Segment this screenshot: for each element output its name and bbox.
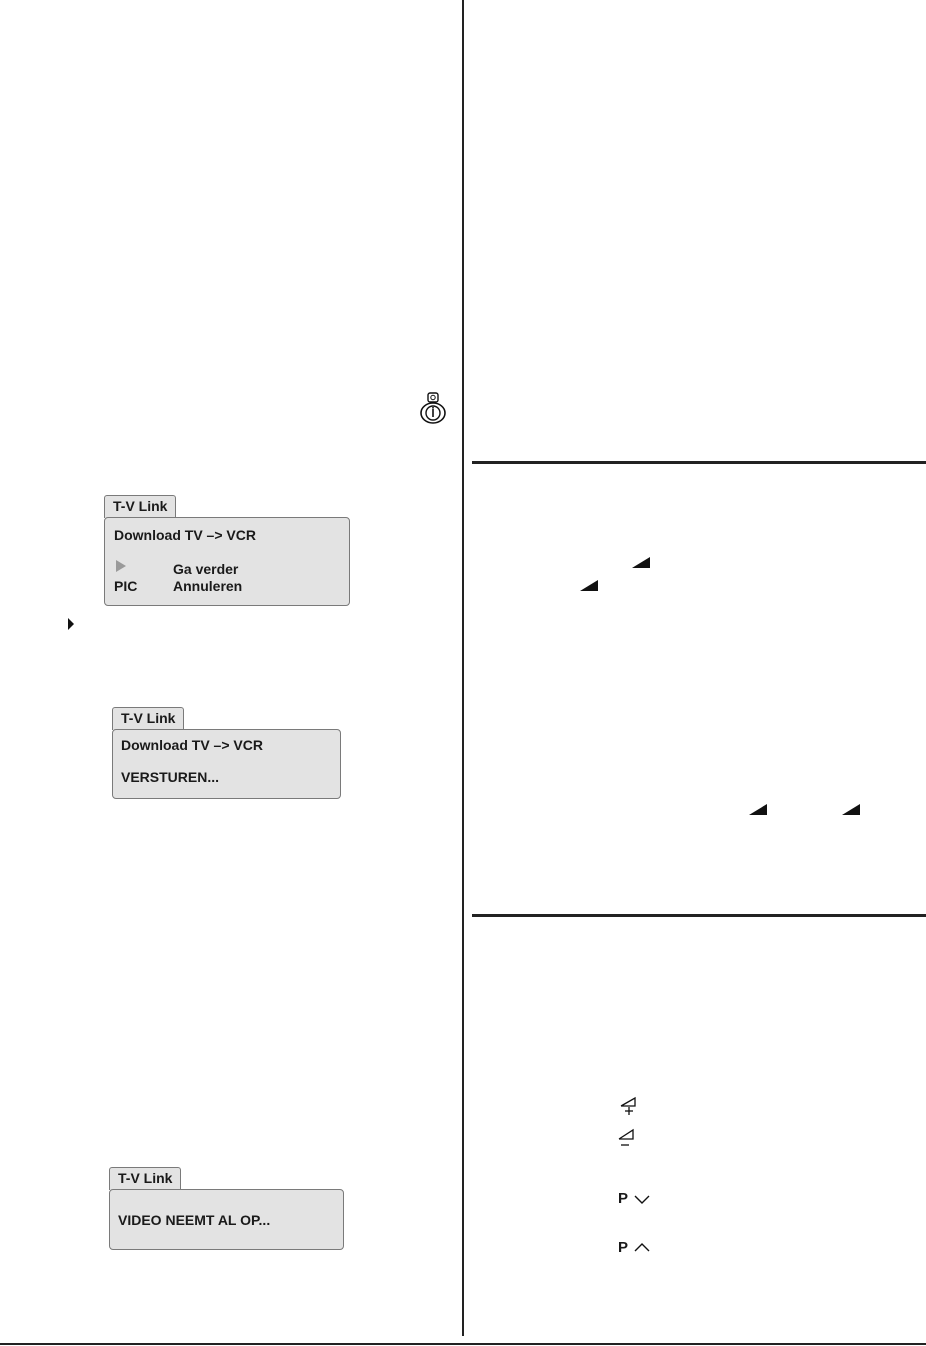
section-divider-1	[472, 461, 926, 464]
osd-title-line: Download TV –> VCR	[114, 527, 256, 543]
osd-status-line: VIDEO NEEMT AL OP...	[118, 1212, 271, 1228]
osd-tab-label: T-V Link	[104, 495, 176, 518]
tvlink-vcr-recording-screen	[109, 1167, 344, 1250]
play-triangle-icon	[116, 560, 126, 572]
column-divider	[462, 0, 464, 1336]
osd-status-line: VERSTUREN...	[121, 769, 220, 785]
chevron-down-icon	[633, 1194, 651, 1205]
page-bottom-rule	[0, 1343, 926, 1345]
section-divider-2	[472, 914, 926, 917]
osd-option-continue: Ga verder	[173, 561, 239, 577]
info-button-icon	[418, 392, 448, 426]
program-key-label: P	[618, 1190, 629, 1207]
volume-wedge-icon	[632, 557, 650, 568]
osd-title-line: Download TV –> VCR	[121, 737, 263, 753]
osd-tab-label: T-V Link	[109, 1167, 181, 1190]
tvlink-sending-screen	[112, 707, 341, 799]
tvlink-download-menu	[104, 495, 350, 606]
volume-wedge-icon	[749, 804, 767, 815]
osd-panel	[109, 1189, 344, 1250]
osd-panel	[112, 729, 341, 799]
pointer-arrow-icon	[68, 618, 74, 630]
volume-wedge-icon	[842, 804, 860, 815]
osd-option-cancel: Annuleren	[173, 578, 243, 594]
volume-up-icon	[619, 1096, 639, 1116]
osd-tab-label: T-V Link	[112, 707, 184, 730]
chevron-up-icon	[633, 1242, 651, 1253]
program-key-label: P	[618, 1239, 629, 1256]
volume-down-icon	[617, 1128, 637, 1148]
osd-key-pic: PIC	[114, 578, 138, 594]
osd-panel	[104, 517, 350, 606]
volume-wedge-icon	[580, 580, 598, 591]
